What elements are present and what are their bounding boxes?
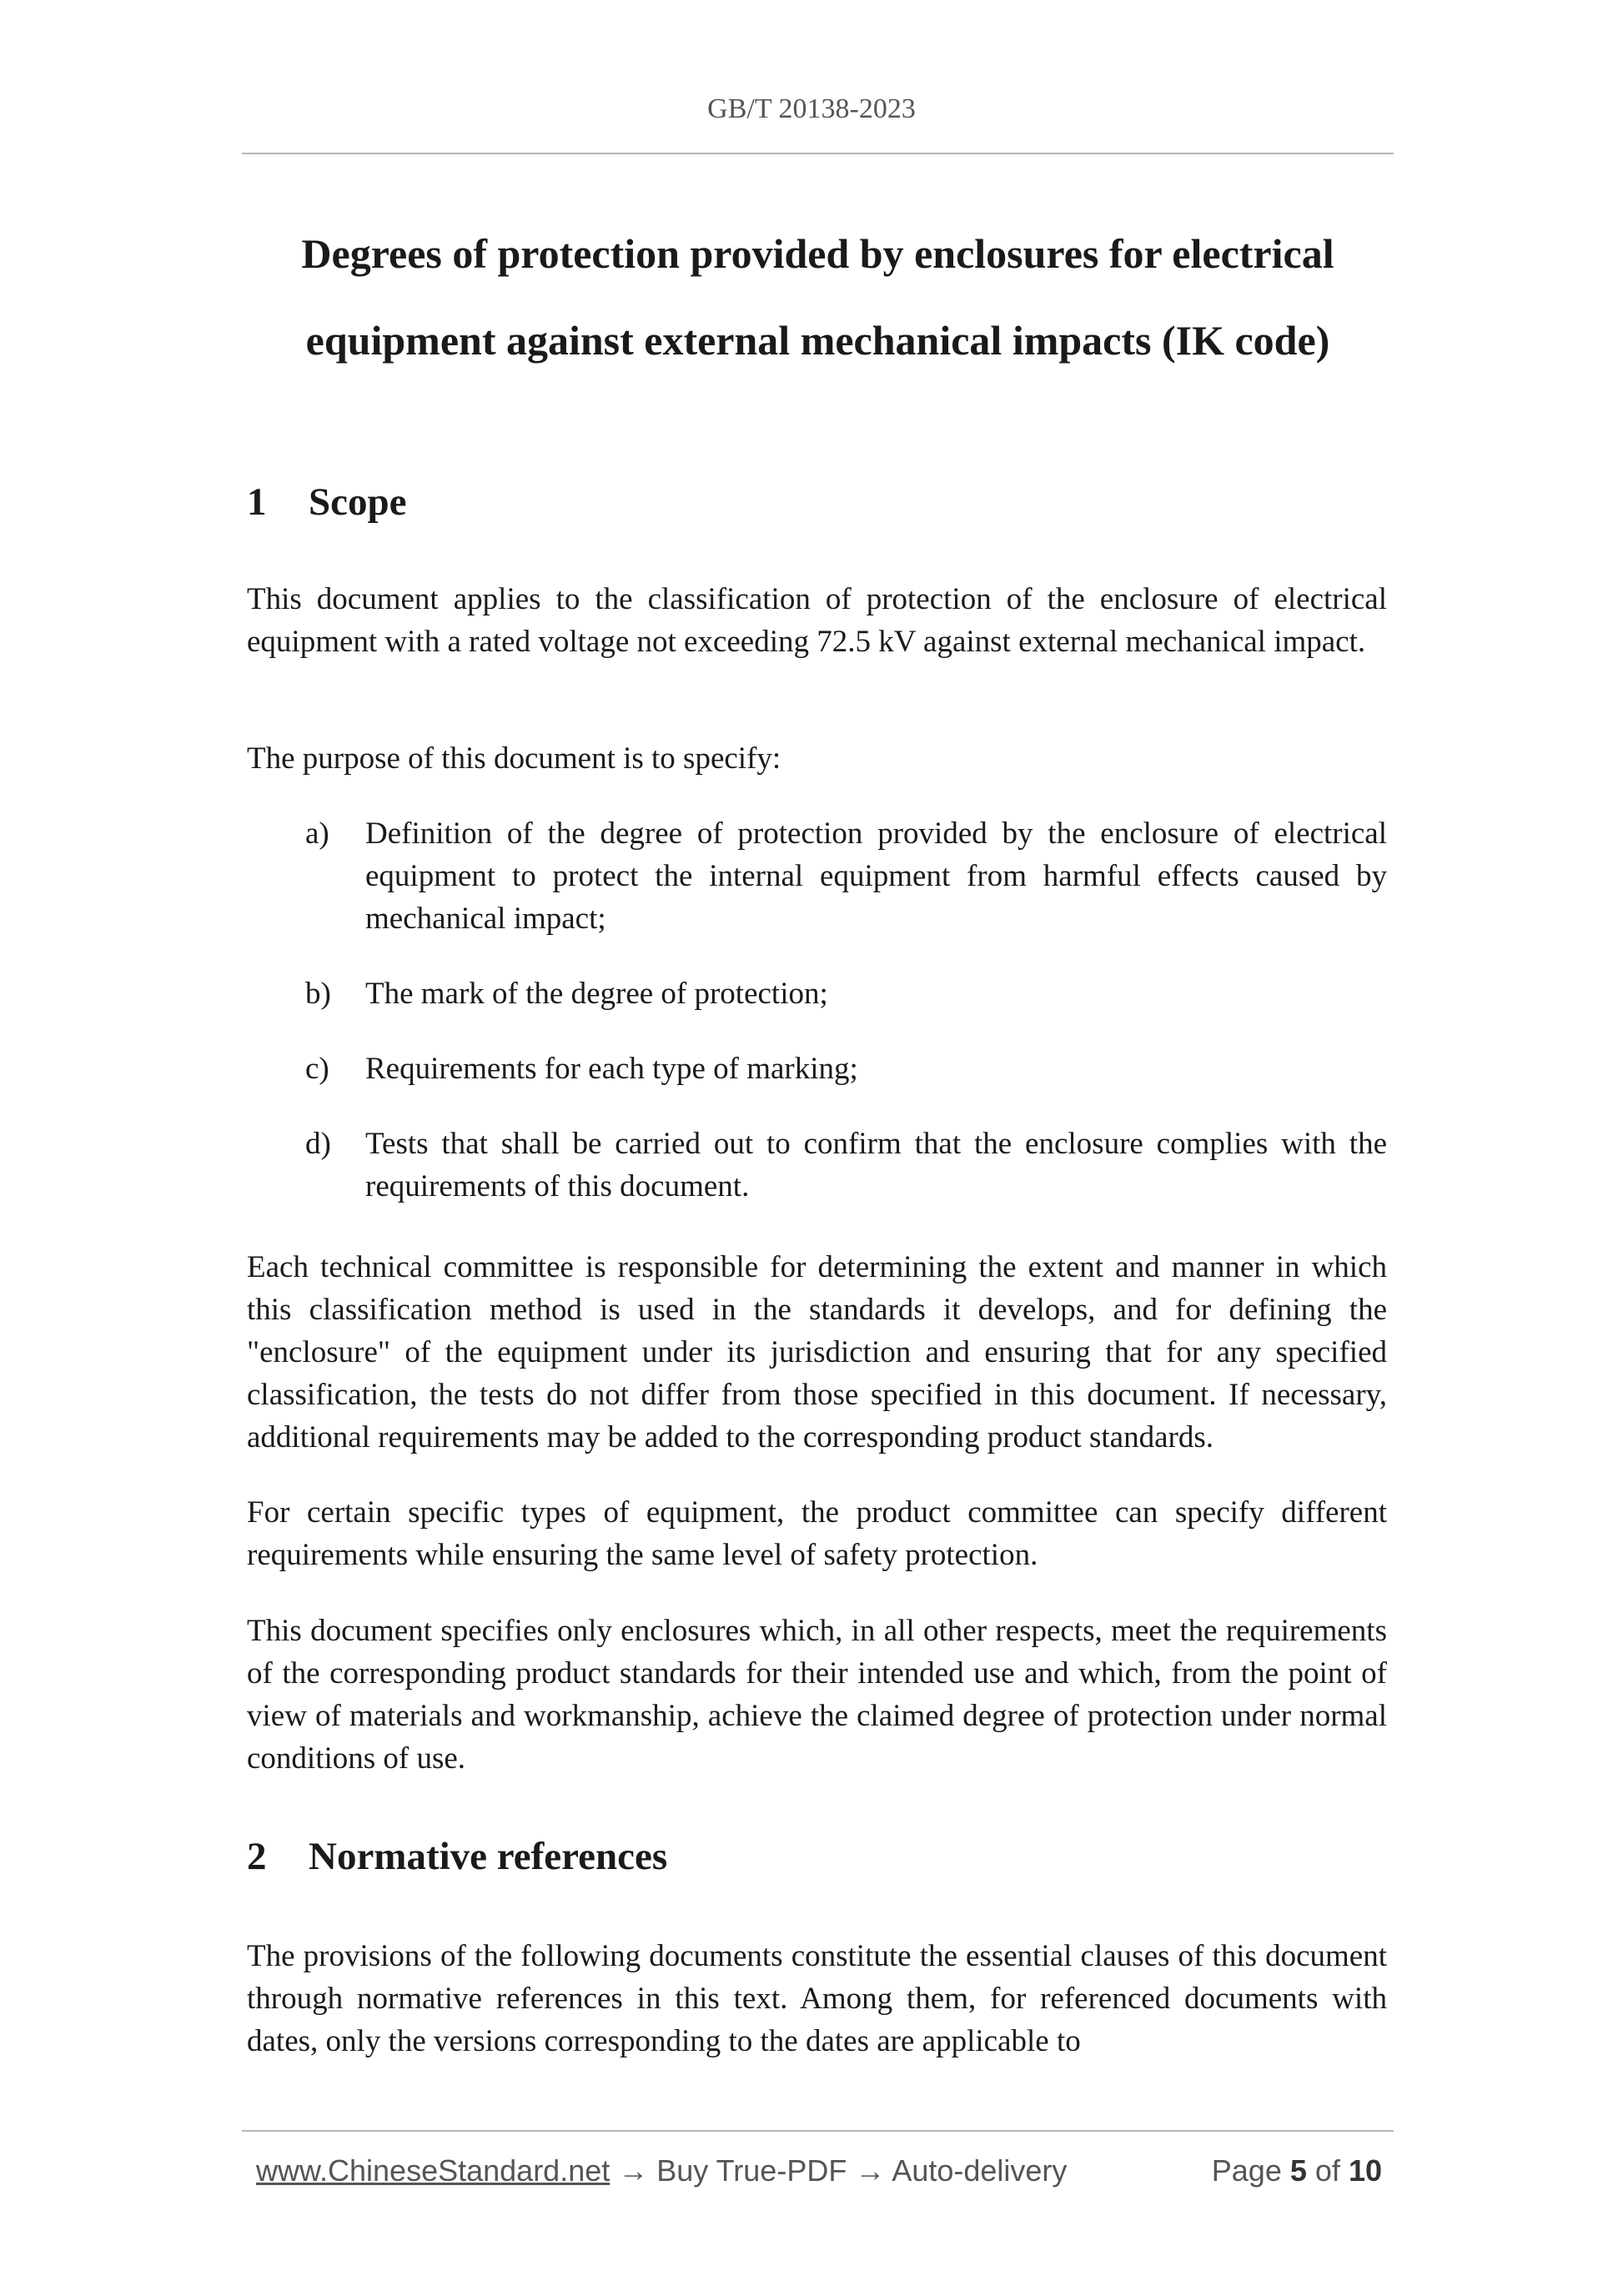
page-label: Page [1211,2153,1282,2188]
title-line-2: equipment against external mechanical impacts (IK code) [305,317,1330,364]
list-item-c [305,1048,1387,1090]
footer-promo-text: → Buy True-PDF → Auto-delivery [610,2153,1068,2188]
footer-divider [242,2130,1394,2132]
page-footer [256,2152,1382,2190]
scope-paragraph-2: The purpose of this document is to specify: [247,741,781,776]
list-text: Requirements for each type of marking; [365,1052,858,1086]
page-total: 10 [1348,2153,1382,2188]
list-marker: d) [305,1127,331,1161]
section-2-number: 2 [247,1835,267,1878]
scope-paragraph-3: Each technical committee is responsible for determining the extent and manner in which this classification method is used in the standards it develops, and for defining the "enclosure" of the equipment under its jurisdiction and ensuring that for any specified classification, the tests do not differ from those specified in this document. If necessary, additional requirements may be added to the corresponding product standards. [247,1250,1387,1454]
list-text: Tests that shall be carried out to confirm that the enclosure complies with the requirements of this document. [365,1127,1387,1203]
list-text: Definition of the degree of protection provided by the enclosure of electrical equipment to protect the internal equipment from harmful effects caused by mechanical impact; [365,816,1387,936]
section-2-heading [247,1831,667,1882]
scope-paragraph-5: This document specifies only enclosures which, in all other respects, meet the requirements of the corresponding product standards for their intended use and which, from the point of view of materials and workmanship, achieve the claimed degree of protection under normal conditions of use. [247,1614,1387,1776]
page-current: 5 [1289,2153,1307,2188]
normative-references-paragraph: The provisions of the following documents constitute the essential clauses of this document through normative references in this text. Among them, for referenced documents with dates, only the versions corresponding to the dates are applicable to [247,1939,1387,2058]
website-link[interactable]: www.ChineseStandard.net [256,2153,611,2188]
document-title [242,210,1394,384]
document-code-header: GB/T 20138-2023 [707,93,916,124]
list-marker: b) [305,977,331,1011]
list-marker: a) [305,816,329,851]
list-item-a [305,812,1387,940]
list-text: The mark of the degree of protection; [365,977,828,1011]
section-1-title: Scope [309,480,407,524]
list-marker: c) [305,1052,329,1086]
scope-paragraph-1: This document applies to the classification of protection of the enclosure of electrical equipment with a rated voltage not exceeding 72.5 kV against external mechanical impact. [247,582,1387,659]
page-number [1212,2152,1382,2190]
header-divider [242,153,1394,154]
page-of: of [1314,2153,1340,2188]
section-1-heading [247,477,407,527]
section-1-number: 1 [247,480,267,524]
list-item-b [305,972,1387,1015]
title-line-1: Degrees of protection provided by enclosures for electrical [301,230,1334,277]
list-item-d [305,1123,1387,1208]
scope-paragraph-4: For certain specific types of equipment, the product committee can specify different requirements while ensuring the same level of safety protection. [247,1495,1387,1572]
section-2-title: Normative references [309,1835,668,1878]
